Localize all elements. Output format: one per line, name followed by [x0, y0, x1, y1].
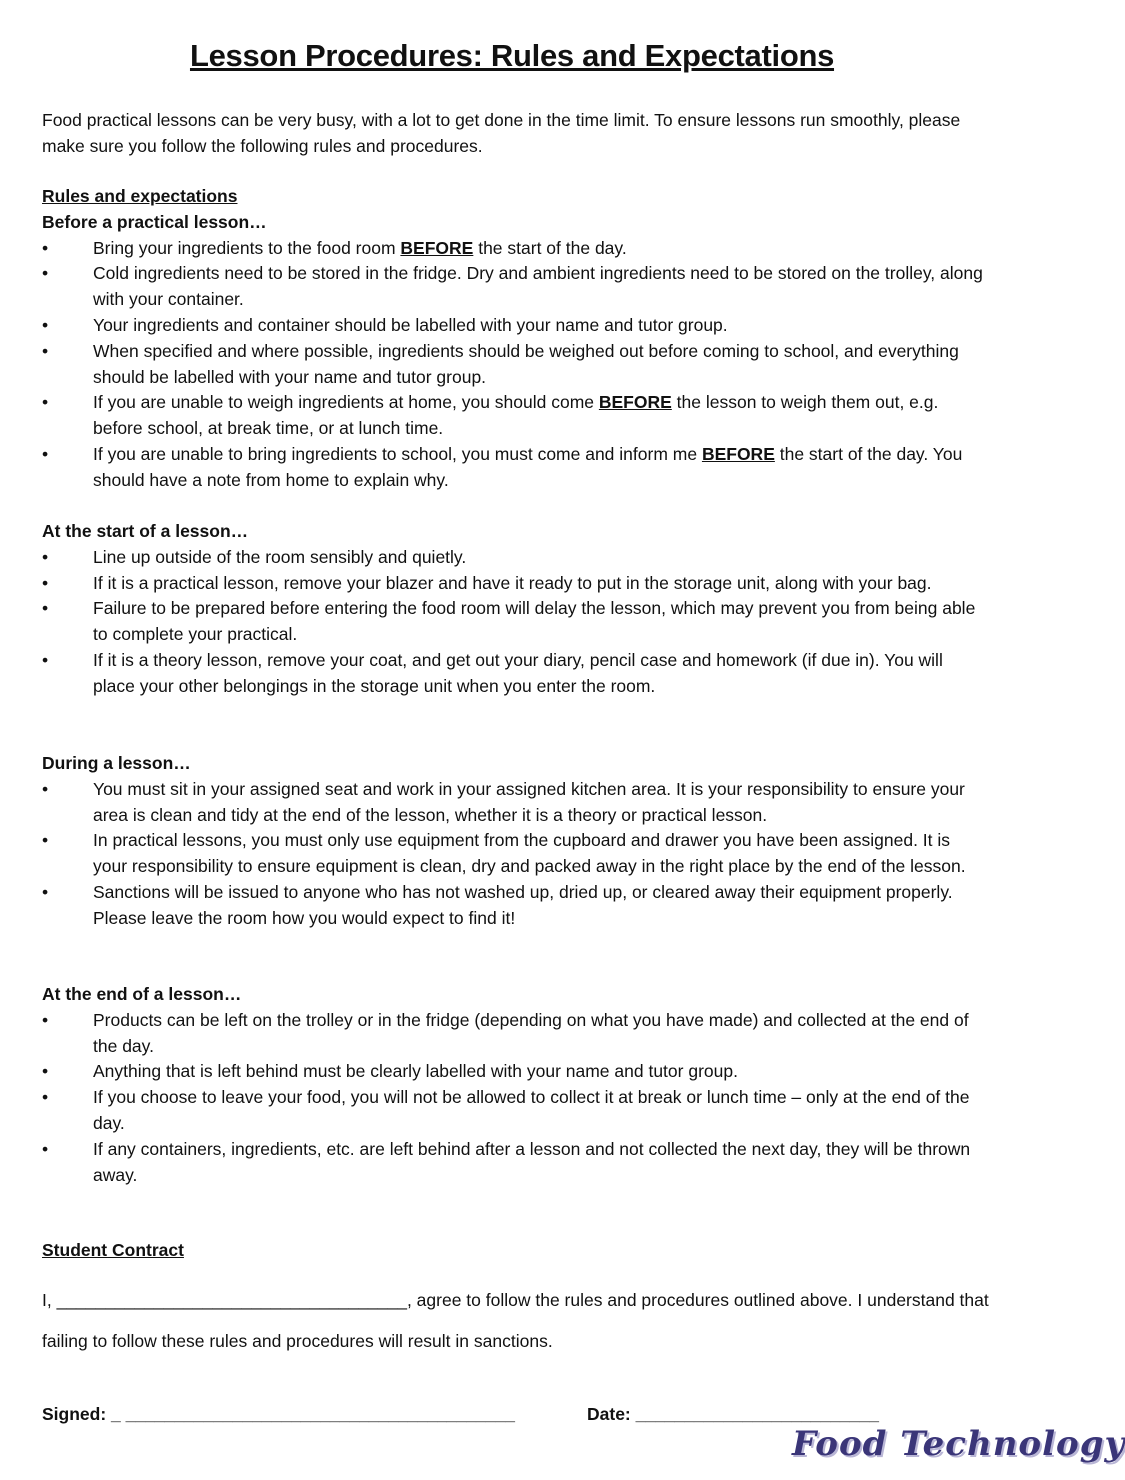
bullet-dot: • — [42, 649, 49, 670]
start-bullet-item — [42, 648, 987, 700]
bullet-text: the lesson to weigh them out, e.g. before school, at break time, or at lunch time. — [93, 392, 939, 439]
bullet-text: Bring your ingredients to the food room — [93, 237, 401, 258]
bullet-dot: • — [42, 1138, 49, 1159]
end-bullet-item — [42, 1059, 987, 1085]
during-heading: During a lesson… — [42, 753, 191, 773]
bullet-emphasis: BEFORE — [598, 392, 672, 413]
before-bullet-item — [42, 261, 987, 313]
bullet-dot: • — [42, 572, 49, 593]
end-lesson-section — [42, 982, 987, 1188]
before-bullet-list — [42, 236, 987, 494]
bullet-text: When specified and where possible, ingredients should be weighed out before coming to school, and everything should be labelled with your name and tutor group. — [93, 340, 959, 387]
during-bullet-list — [42, 777, 987, 932]
bullet-text: In practical lessons, you must only use equipment from the cupboard and drawer you have been assigned. It is your responsibility to ensure equipment is clean, dry and packed away in the right place by the end of the lesson. — [93, 830, 966, 877]
bullet-dot: • — [42, 830, 49, 851]
start-bullet-list — [42, 545, 987, 700]
before-heading: Before a practical lesson… — [42, 211, 267, 232]
bullet-text: You must sit in your assigned seat and work in your assigned kitchen area. It is your responsibility to ensure your area is clean and tidy at the end of the lesson, whether it is a theory or practical lesson. — [93, 778, 965, 825]
bullet-text: the start of the day. — [473, 237, 627, 258]
signed-line: Signed: _ ________________________________________ — [42, 1404, 515, 1424]
before-bullet-item — [42, 313, 987, 339]
food-technology-logo: Food Technology — [792, 1424, 1125, 1464]
intro-paragraph: Food practical lessons can be very busy, with a lot to get done in the time limit. To ensure lessons run smoothly, please make sure you follow the following rules and procedures. — [42, 110, 961, 156]
bullet-dot: • — [42, 392, 49, 413]
end-bullet-item — [42, 1085, 987, 1137]
end-bullet-item — [42, 1137, 987, 1189]
start-bullet-item — [42, 571, 987, 597]
start-lesson-section — [42, 519, 987, 700]
bullet-text: Your ingredients and container should be labelled with your name and tutor group. — [93, 314, 728, 335]
start-bullet-item — [42, 545, 987, 571]
bullet-emphasis: BEFORE — [400, 237, 474, 258]
bullet-text: If it is a practical lesson, remove your blazer and have it ready to put in the storage unit, along with your bag. — [93, 572, 932, 593]
bullet-text: If you are unable to bring ingredients to school, you must come and inform me — [93, 443, 702, 464]
during-bullet-item — [42, 880, 987, 932]
before-bullet-item — [42, 442, 987, 494]
contract-heading: Student Contract — [42, 1240, 184, 1260]
bullet-text: Cold ingredients need to be stored in the fridge. Dry and ambient ingredients need to be stored on the trolley, along with your container. — [93, 263, 983, 310]
bullet-dot: • — [42, 598, 49, 619]
before-lesson-section — [42, 184, 987, 494]
start-bullet-item — [42, 596, 987, 648]
end-bullet-item — [42, 1008, 987, 1060]
bullet-text: Failure to be prepared before entering the food room will delay the lesson, which may prevent you from being able to complete your practical. — [93, 598, 976, 645]
start-heading: At the start of a lesson… — [42, 521, 249, 541]
bullet-text: If any containers, ingredients, etc. are left behind after a lesson and not collected the next day, they will be thrown away. — [93, 1138, 971, 1185]
during-bullet-item — [42, 828, 987, 880]
bullet-dot: • — [42, 881, 49, 902]
bullet-text: Line up outside of the room sensibly and quietly. — [93, 546, 467, 567]
end-heading: At the end of a lesson… — [42, 984, 242, 1004]
rules-heading: Rules and expectations — [42, 186, 238, 206]
bullet-dot: • — [42, 314, 49, 335]
date-line: Date: _________________________ — [587, 1404, 879, 1424]
during-bullet-item — [42, 777, 987, 829]
end-bullet-list — [42, 1008, 987, 1189]
bullet-dot: • — [42, 546, 49, 567]
page-title: Lesson Procedures: Rules and Expectations — [189, 38, 835, 73]
bullet-dot: • — [42, 1061, 49, 1082]
bullet-text: If it is a theory lesson, remove your coat, and get out your diary, pencil case and homework (if due in). You will place your other belongings in the storage unit when you enter the room. — [93, 649, 943, 696]
bullet-dot: • — [42, 263, 49, 284]
bullet-dot: • — [42, 443, 49, 464]
bullet-text: If you are unable to weigh ingredients at home, you should come — [93, 392, 599, 413]
contract-text: I, ____________________________________, agree to follow the rules and procedures outlined above. I understand that failing to follow these rules and procedures will result in sanctions. — [42, 1290, 989, 1351]
bullet-dot: • — [42, 237, 49, 258]
bullet-dot: • — [42, 1009, 49, 1030]
bullet-text: Products can be left on the trolley or in the fridge (depending on what you have made) and collected at the end of the day. — [93, 1009, 969, 1056]
bullet-dot: • — [42, 340, 49, 361]
bullet-text: If you choose to leave your food, you will not be allowed to collect it at break or lunch time – only at the end of the day. — [93, 1087, 970, 1133]
before-bullet-item — [42, 390, 987, 442]
before-bullet-item — [42, 236, 987, 262]
bullet-text: the start of the day. You should have a note from home to explain why. — [93, 443, 963, 490]
bullet-dot: • — [42, 778, 49, 799]
before-bullet-item — [42, 339, 987, 391]
bullet-emphasis: BEFORE — [701, 443, 775, 464]
bullet-text: Anything that is left behind must be clearly labelled with your name and tutor group. — [93, 1061, 738, 1082]
bullet-text: Sanctions will be issued to anyone who has not washed up, dried up, or cleared away their equipment properly. Please leave the room how you would expect to find it! — [93, 881, 953, 928]
bullet-dot: • — [42, 1087, 49, 1108]
during-lesson-section — [42, 751, 987, 932]
